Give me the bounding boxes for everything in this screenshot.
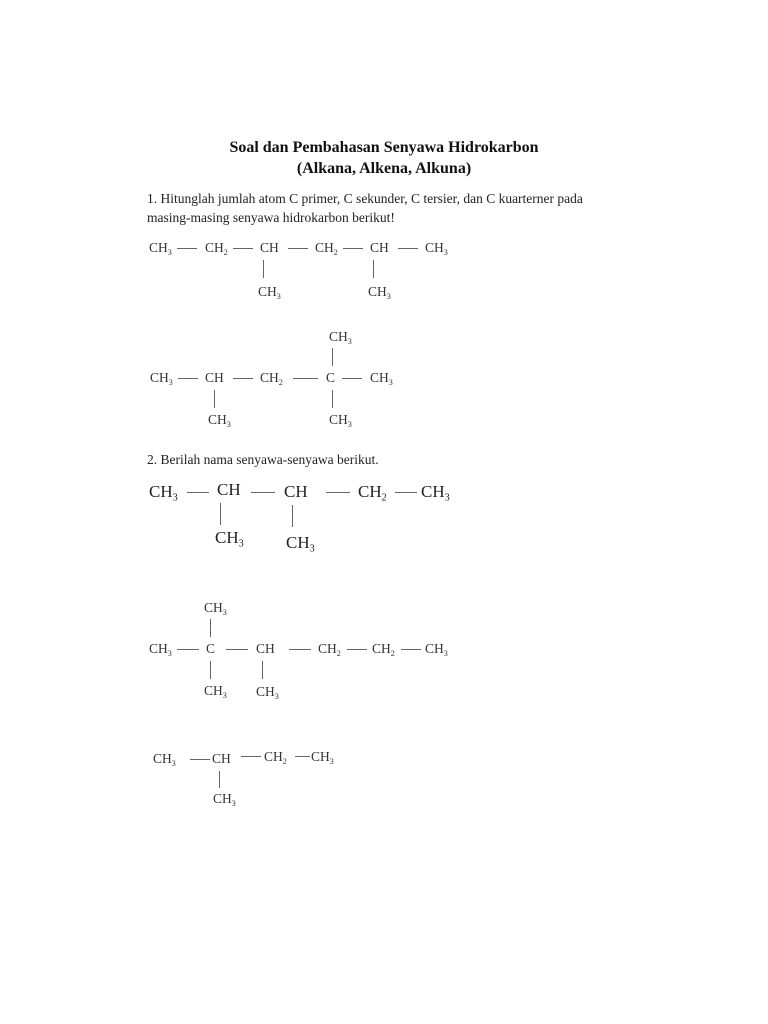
bond: [398, 248, 418, 249]
atom-group: $CH_3$: [329, 412, 352, 429]
bond: [220, 503, 221, 525]
document-subtitle: (Alkana, Alkena, Alkuna): [296, 160, 472, 177]
atom-group: $CH_2$: [358, 482, 387, 504]
atom-group: C: [326, 370, 336, 385]
atom-group: $CH_2$: [260, 370, 283, 387]
atom-group: $CH_3$: [153, 751, 176, 768]
atom-group: CH: [260, 240, 279, 255]
atom-group: $CH_3$: [256, 684, 279, 701]
bond: [210, 661, 211, 679]
atom-group: CH: [284, 482, 308, 501]
atom-group: $CH_3$: [286, 533, 315, 555]
atom-group: $CH_3$: [149, 482, 178, 504]
atom-group: $CH_2$: [264, 749, 287, 766]
bond: [288, 248, 308, 249]
bond: [233, 378, 253, 379]
bond: [177, 649, 199, 650]
bond: [226, 649, 248, 650]
bond: [263, 260, 264, 278]
bond: [292, 505, 293, 527]
bond: [373, 260, 374, 278]
question-1-line-2: masing-masing senyawa hidrokarbon berikut!: [147, 210, 395, 225]
bond: [347, 649, 367, 650]
atom-group: $CH_3$: [368, 284, 391, 301]
atom-group: $CH_3$: [215, 528, 244, 550]
atom-group: C: [206, 641, 216, 656]
bond: [295, 756, 310, 757]
atom-group: $CH_3$: [425, 641, 448, 658]
atom-group: $CH_3$: [149, 641, 172, 658]
bond: [219, 771, 220, 788]
bond: [332, 390, 333, 408]
atom-group: CH: [212, 751, 231, 766]
atom-group: CH: [217, 480, 241, 499]
atom-group: $CH_2$: [315, 240, 338, 257]
atom-group: $CH_3$: [258, 284, 281, 301]
bond: [343, 248, 363, 249]
atom-group: $CH_3$: [329, 329, 352, 346]
atom-group: $CH_3$: [213, 791, 236, 808]
atom-group: $CH_3$: [204, 683, 227, 700]
question-2-text: 2. Berilah nama senyawa-senyawa berikut.: [147, 452, 379, 467]
bond: [293, 378, 318, 379]
bond: [342, 378, 362, 379]
atom-group: $CH_3$: [208, 412, 231, 429]
atom-group: $CH_2$: [205, 240, 228, 257]
bond: [210, 619, 211, 637]
bond: [187, 492, 209, 493]
bond: [395, 492, 417, 493]
question-1-line-1: 1. Hitunglah jumlah atom C primer, C sekunder, C tersier, dan C kuarterner pada: [147, 191, 583, 206]
atom-group: CH: [370, 240, 389, 255]
atom-group: $CH_3$: [150, 370, 173, 387]
atom-group: CH: [205, 370, 224, 385]
bond: [289, 649, 311, 650]
atom-group: $CH_3$: [311, 749, 334, 766]
atom-group: $CH_3$: [204, 600, 227, 617]
bond: [178, 378, 198, 379]
bond: [262, 661, 263, 679]
atom-group: $CH_2$: [372, 641, 395, 658]
atom-group: $CH_3$: [425, 240, 448, 257]
question-1-text: [147, 189, 583, 227]
bond: [332, 348, 333, 366]
atom-group: $CH_3$: [149, 240, 172, 257]
bond: [214, 390, 215, 408]
atom-group: $CH_2$: [318, 641, 341, 658]
atom-group: CH: [256, 641, 275, 656]
bond: [241, 756, 261, 757]
bond: [190, 759, 210, 760]
document-title: Soal dan Pembahasan Senyawa Hidrokarbon: [229, 139, 539, 156]
bond: [251, 492, 275, 493]
bond: [326, 492, 350, 493]
atom-group: $CH_3$: [370, 370, 393, 387]
bond: [401, 649, 421, 650]
bond: [177, 248, 197, 249]
atom-group: $CH_3$: [421, 482, 450, 504]
bond: [233, 248, 253, 249]
